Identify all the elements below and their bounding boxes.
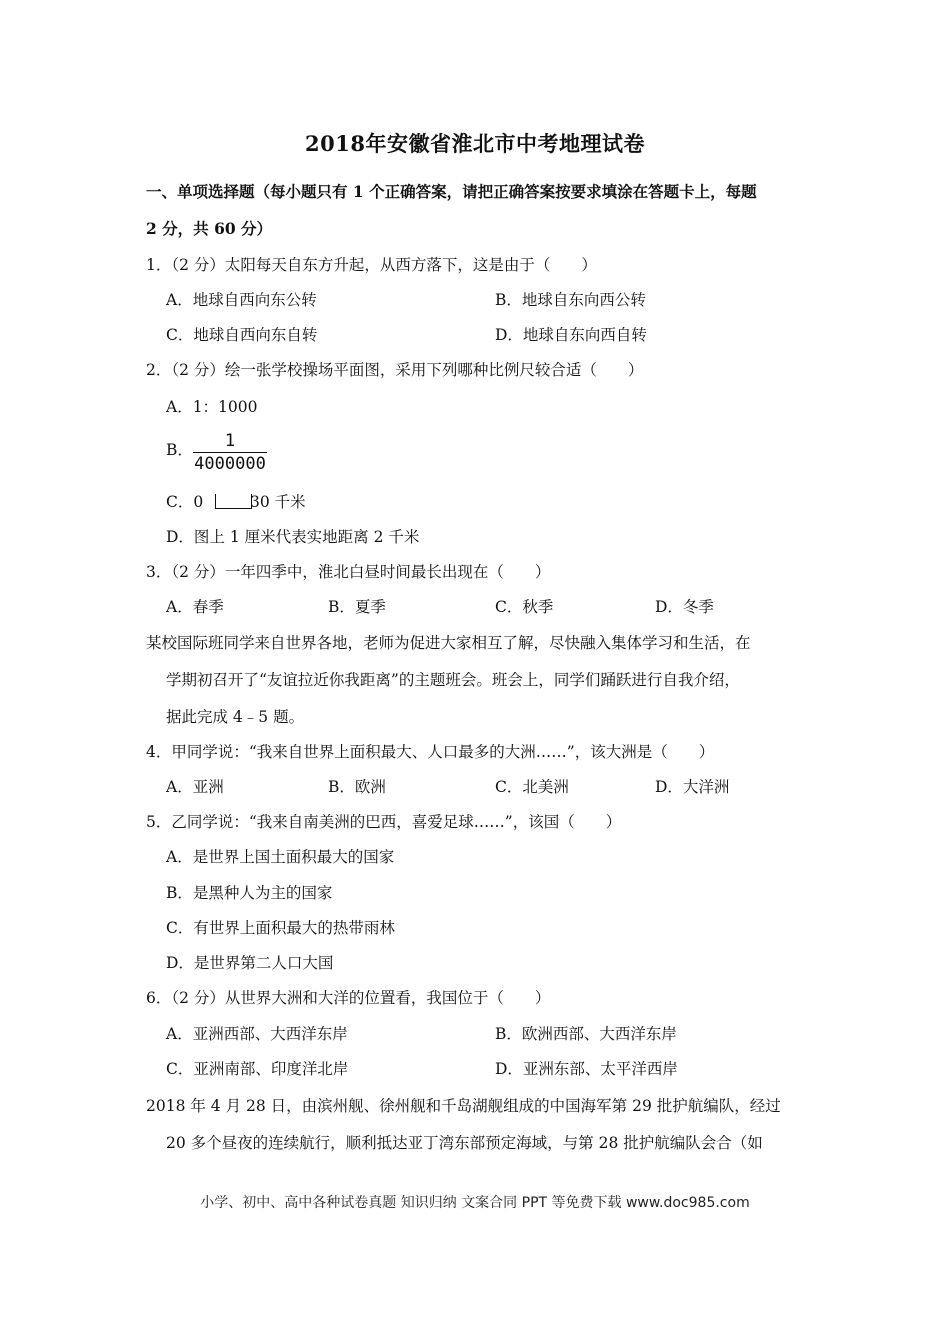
question-4-option-a: A．亚洲	[166, 778, 224, 796]
page-title: 2018年安徽省淮北市中考地理试卷	[305, 131, 645, 156]
section-heading-line2: 2 分，共 60 分）	[146, 219, 273, 238]
question-2-option-b-label: B．	[166, 441, 193, 459]
question-3-option-b: B．夏季	[328, 598, 386, 616]
fraction-denominator: 4000000	[194, 454, 266, 474]
question-4-option-d: D．大洋洲	[655, 778, 730, 796]
question-4-option-b: B．欧洲	[328, 778, 386, 796]
question-2-option-c-label: C．0	[166, 493, 204, 511]
question-2-option-d: D．图上 1 厘米代表实地距离 2 千米	[166, 528, 420, 546]
passage-1-line3: 据此完成 4﹣5 题。	[166, 708, 305, 726]
question-5-option-c: C．有世界上面积最大的热带雨林	[166, 919, 395, 937]
question-6-stem: 6．（2 分）从世界大洲和大洋的位置看，我国位于（ ）	[146, 989, 551, 1007]
section-heading-line1: 一、单项选择题（每小题只有 1 个正确答案，请把正确答案按要求填涂在答题卡上，每题	[146, 182, 757, 201]
scale-bar-graphic	[215, 494, 252, 509]
question-1-option-c: C．地球自西向东自转	[166, 326, 318, 344]
question-2-option-c-unit: 30 千米	[250, 493, 306, 511]
question-3-option-d: D．冬季	[655, 598, 714, 616]
question-1-option-b: B．地球自东向西公转	[495, 291, 646, 309]
question-3-option-a: A．春季	[166, 598, 224, 616]
question-6-option-a: A．亚洲西部、大西洋东岸	[166, 1025, 348, 1043]
passage-2-line2: 20 多个昼夜的连续航行，顺利抵达亚丁湾东部预定海域，与第 28 批护航编队会合（如	[166, 1134, 763, 1152]
question-5-option-a: A．是世界上国土面积最大的国家	[166, 848, 395, 866]
question-5-stem: 5．乙同学说：“我来自南美洲的巴西，喜爱足球……”，该国（ ）	[146, 813, 622, 831]
question-2-option-a: A．1：1000	[166, 398, 258, 416]
fraction-numerator: 1	[224, 431, 236, 451]
question-1-option-a: A．地球自西向东公转	[166, 291, 317, 309]
question-4-stem: 4．甲同学说：“我来自世界上面积最大、人口最多的大洲……”，该大洲是（ ）	[146, 743, 715, 761]
question-5-option-d: D．是世界第二人口大国	[166, 954, 334, 972]
fraction-bar	[193, 452, 267, 453]
passage-2-line1: 2018 年 4 月 28 日，由滨州舰、徐州舰和千岛湖舰组成的中国海军第 29 批护航编队，经过	[146, 1097, 781, 1115]
question-1-stem: 1．（2 分）太阳每天自东方升起，从西方落下，这是由于（ ）	[146, 256, 597, 274]
question-4-option-c: C．北美洲	[495, 778, 569, 796]
question-6-option-b: B．欧洲西部、大西洋东岸	[495, 1025, 677, 1043]
question-1-option-d: D．地球自东向西自转	[495, 326, 647, 344]
passage-1-line2: 学期初召开了“友谊拉近你我距离”的主题班会。班会上，同学们踊跃进行自我介绍，	[166, 671, 740, 689]
question-2-option-b-fraction	[193, 432, 267, 473]
page-footer: 小学、初中、高中各种试卷真题 知识归纳 文案合同 PPT 等免费下载 www.doc985.com	[200, 1195, 750, 1211]
question-2-stem: 2．（2 分）绘一张学校操场平面图，采用下列哪种比例尺较合适（ ）	[146, 361, 644, 379]
question-5-option-b: B．是黑种人为主的国家	[166, 884, 333, 902]
question-6-option-c: C．亚洲南部、印度洋北岸	[166, 1060, 349, 1078]
question-6-option-d: D．亚洲东部、太平洋西岸	[495, 1060, 678, 1078]
passage-1-line1: 某校国际班同学来自世界各地，老师为促进大家相互了解，尽快融入集体学习和生活，在	[146, 634, 751, 652]
question-3-option-c: C．秋季	[495, 598, 554, 616]
question-3-stem: 3．（2 分）一年四季中，淮北白昼时间最长出现在（ ）	[146, 563, 551, 581]
